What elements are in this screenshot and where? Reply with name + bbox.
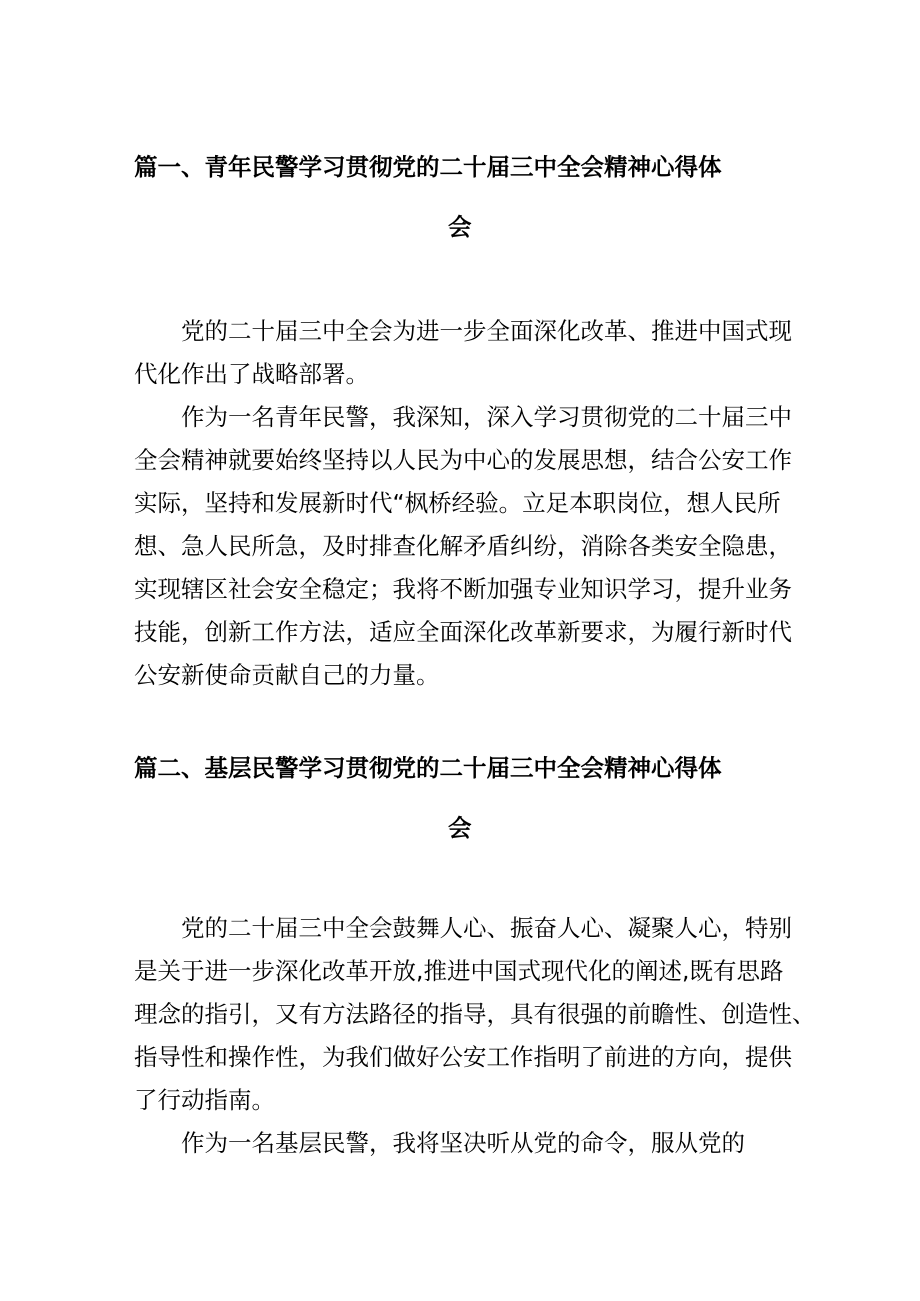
section1-paragraph2-line4: 想、急人民所急，及时排查化解矛盾纠纷，消除各类安全隐患， bbox=[134, 532, 792, 560]
section1-paragraph2-line2: 全会精神就要始终坚持以人民为中心的发展思想，结合公安工作 bbox=[134, 446, 792, 474]
section2-paragraph2-line1: 作为一名基层民警，我将坚决听从党的命令，服从党的 bbox=[181, 1129, 745, 1157]
section1-paragraph2-line5: 实现辖区社会安全稳定；我将不断加强专业知识学习，提升业务 bbox=[134, 575, 792, 603]
section2-paragraph1-line3: 理念的指引，又有方法路径的指导，具有很强的前瞻性、创造性、 bbox=[134, 1000, 816, 1028]
section1-paragraph2-line1: 作为一名青年民警，我深知，深入学习贯彻党的二十届三中 bbox=[181, 403, 792, 431]
section2-title-line2: 会 bbox=[448, 814, 472, 842]
section2-paragraph1-line5: 了行动指南。 bbox=[134, 1086, 275, 1114]
section2-paragraph1-line2: 是关于进一步深化改革开放,推进中国式现代化的阐述,既有思路 bbox=[134, 957, 784, 985]
section1-title-line1: 篇一、青年民警学习贯彻党的二十届三中全会精神心得体 bbox=[134, 153, 722, 181]
section1-paragraph1-line1: 党的二十届三中全会为进一步全面深化改革、推进中国式现 bbox=[181, 317, 792, 345]
section1-paragraph2-line6: 技能，创新工作方法，适应全面深化改革新要求，为履行新时代 bbox=[134, 618, 792, 646]
section2-paragraph1-line4: 指导性和操作性，为我们做好公安工作指明了前进的方向，提供 bbox=[134, 1043, 792, 1071]
section1-title-line2: 会 bbox=[448, 213, 472, 241]
section2-title-line1: 篇二、基层民警学习贯彻党的二十届三中全会精神心得体 bbox=[134, 754, 722, 782]
section2-paragraph1-line1: 党的二十届三中全会鼓舞人心、振奋人心、凝聚人心，特别 bbox=[181, 914, 792, 942]
section1-paragraph2-line7: 公安新使命贡献自己的力量。 bbox=[134, 661, 440, 689]
section1-paragraph1-line2: 代化作出了战略部署。 bbox=[134, 360, 369, 388]
section1-paragraph2-line3: 实际，坚持和发展新时代“枫桥经验。立足本职岗位，想人民所 bbox=[134, 489, 781, 517]
